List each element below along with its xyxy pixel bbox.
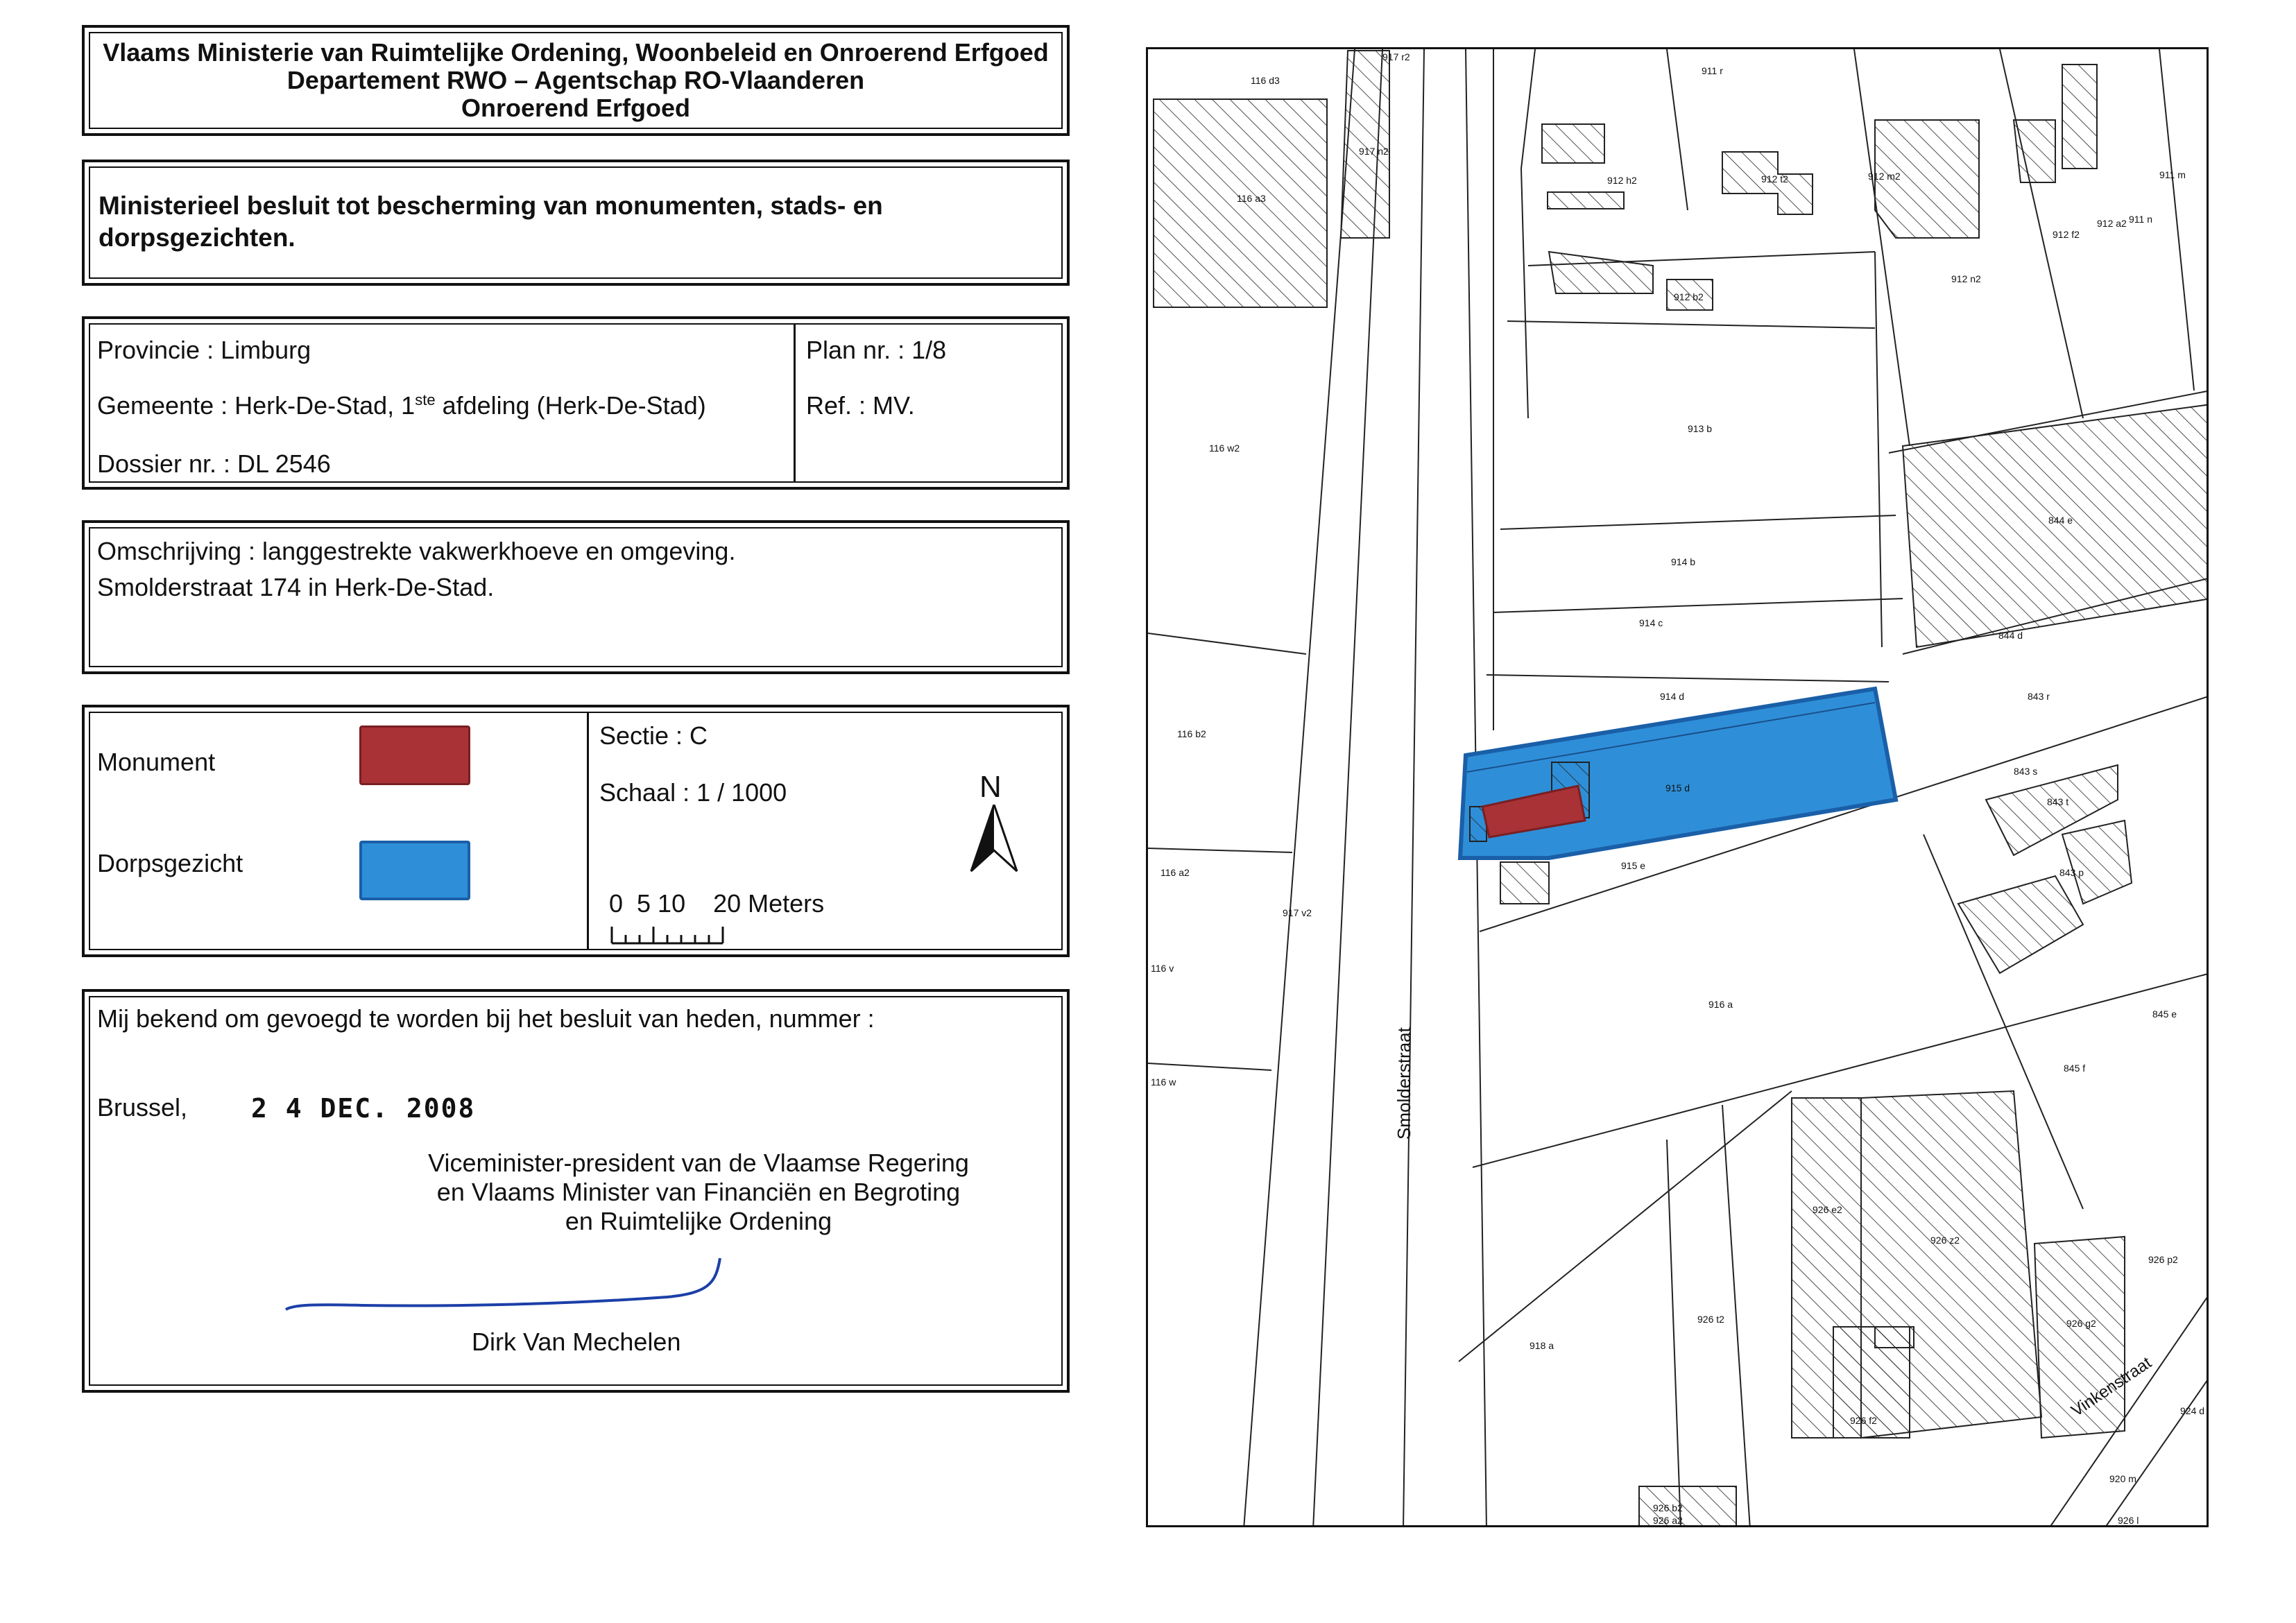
signature-box xyxy=(82,989,1070,1393)
parcel-label: 926 a2 xyxy=(1653,1515,1683,1526)
parcel-label: 912 f2 xyxy=(2053,229,2080,240)
decree-title-line1: Ministerieel besluit tot bescherming van monumenten, stads- en xyxy=(98,191,883,220)
legend-monument-label: Monument xyxy=(97,748,216,776)
legend-divider xyxy=(587,712,589,950)
signatory-name: Dirk Van Mechelen xyxy=(472,1328,681,1356)
parcel-label: 918 a xyxy=(1530,1340,1554,1351)
parcel-label: 116 v xyxy=(1151,963,1174,974)
plan-info-box xyxy=(82,316,1070,490)
role-line3: en Ruimtelijke Ordening xyxy=(565,1207,832,1235)
parcel-label: 912 h2 xyxy=(1607,175,1637,186)
parcel-label: 116 d3 xyxy=(1251,75,1280,86)
parcel-label: 926 p2 xyxy=(2148,1254,2178,1265)
legend-monument-swatch xyxy=(359,725,470,785)
parcel-label: 843 p xyxy=(2059,867,2084,878)
parcel-label: 116 w2 xyxy=(1209,443,1240,454)
north-arrow-icon xyxy=(968,805,1020,874)
parcel-label: 917 n2 xyxy=(1359,146,1389,157)
parcel-label: 917 r2 xyxy=(1382,51,1410,62)
gemeente xyxy=(97,391,706,420)
plan-number: Plan nr. : 1/8 xyxy=(806,336,947,364)
ministry-name: Vlaams Ministerie van Ruimtelijke Ordening, Woonbeleid en Onroerend Erfgoed xyxy=(103,38,1049,67)
parcel-label: 926 e2 xyxy=(1813,1204,1842,1215)
parcel-label: 911 r xyxy=(1702,65,1723,76)
parcel-label: 924 d xyxy=(2180,1405,2205,1416)
parcel-label: 912 b2 xyxy=(1674,291,1704,302)
schaal: Schaal : 1 / 1000 xyxy=(599,778,787,807)
parcel-label: 926 g2 xyxy=(2066,1318,2096,1329)
reference: Ref. : MV. xyxy=(806,391,915,420)
scale-bar-labels: 0 5 10 20 Meters xyxy=(609,889,825,918)
parcel-label: 914 d xyxy=(1660,691,1685,702)
date-stamp: 2 4 DEC. 2008 xyxy=(251,1093,476,1124)
gemeente-suffix: afdeling (Herk-De-Stad) xyxy=(435,391,706,420)
parcel-label: 917 v2 xyxy=(1283,907,1312,918)
parcel-label: 912 a2 xyxy=(2097,218,2127,229)
agency-name: Onroerend Erfgoed xyxy=(461,94,691,122)
column-divider xyxy=(794,323,796,483)
north-label: N xyxy=(979,770,1002,804)
parcel-label: 916 a xyxy=(1708,999,1733,1010)
legend-dorpsgezicht-swatch xyxy=(359,841,470,900)
department-name: Departement RWO – Agentschap RO-Vlaanderen xyxy=(286,66,865,94)
parcel-label: 116 a2 xyxy=(1160,867,1190,878)
parcel-label: 926 z2 xyxy=(1930,1235,1960,1246)
parcel-label: 920 m xyxy=(2109,1473,2136,1484)
provincie: Provincie : Limburg xyxy=(97,336,311,364)
decree-title xyxy=(98,190,931,254)
parcel-label: 912 n2 xyxy=(1951,273,1981,284)
parcel-label: 911 n xyxy=(2129,214,2152,225)
parcel-label: 914 c xyxy=(1639,617,1663,628)
map-svg xyxy=(1148,49,2209,1527)
parcel-label: 845 e xyxy=(2152,1008,2177,1020)
parcel-label: 926 f2 xyxy=(1850,1415,1877,1426)
street-smolderstraat: Smolderstraat xyxy=(1394,1027,1414,1140)
parcel-label: 914 b xyxy=(1671,556,1696,567)
parcel-label: 926 t2 xyxy=(1697,1314,1724,1325)
decree-title-line2: dorpsgezichten. xyxy=(98,223,295,252)
role-line1: Viceminister-president van de Vlaamse Regering xyxy=(428,1149,969,1177)
legend-box xyxy=(82,705,1070,957)
scale-bar xyxy=(610,921,728,946)
parcel-label: 845 f xyxy=(2064,1063,2086,1074)
sectie: Sectie : C xyxy=(599,721,708,750)
parcel-label: 926 b2 xyxy=(1653,1502,1683,1513)
parcel-label: 116 a3 xyxy=(1237,193,1266,204)
ministry-header xyxy=(82,25,1070,136)
gemeente-sup: ste xyxy=(415,391,436,409)
statement: Mij bekend om gevoegd te worden bij het besluit van heden, nummer : xyxy=(97,1004,875,1033)
description-line2: Smolderstraat 174 in Herk-De-Stad. xyxy=(97,573,495,601)
signatory-role xyxy=(411,1149,986,1236)
dorpsgezicht-area xyxy=(1460,689,1896,858)
parcel-label: 843 t xyxy=(2047,796,2069,807)
parcel-label: 912 m2 xyxy=(1868,171,1901,182)
description-line1: Omschrijving : langgestrekte vakwerkhoeve en omgeving. xyxy=(97,537,736,565)
street-vinkenstraat: Vinkenstraat xyxy=(2068,1353,2155,1420)
parcel-label: 926 l xyxy=(2118,1515,2139,1526)
parcel-label: 912 t2 xyxy=(1761,173,1788,184)
parcel-label: 915 d xyxy=(1665,782,1690,793)
city: Brussel, xyxy=(97,1093,188,1122)
parcel-label: 116 w xyxy=(1151,1076,1176,1088)
role-line2: en Vlaams Minister van Financiën en Begroting xyxy=(436,1178,961,1206)
parcel-label: 843 r xyxy=(2028,691,2050,702)
parcel-label: 843 s xyxy=(2014,766,2038,777)
description-box xyxy=(82,520,1070,674)
parcel-label: 915 e xyxy=(1621,860,1646,871)
parcel-label: 116 b2 xyxy=(1177,728,1206,739)
gemeente-prefix: Gemeente : Herk-De-Stad, 1 xyxy=(97,391,415,420)
handwritten-signature xyxy=(279,1255,737,1318)
parcel-label: 913 b xyxy=(1688,423,1713,434)
dossier-number: Dossier nr. : DL 2546 xyxy=(97,449,331,478)
cadastral-map xyxy=(1146,47,2209,1527)
decree-title-box xyxy=(82,160,1070,286)
parcel-label: 844 e xyxy=(2048,515,2073,526)
legend-dorpsgezicht-label: Dorpsgezicht xyxy=(97,849,243,877)
parcel-label: 844 d xyxy=(1998,630,2023,641)
parcel-label: 911 m xyxy=(2159,169,2186,180)
